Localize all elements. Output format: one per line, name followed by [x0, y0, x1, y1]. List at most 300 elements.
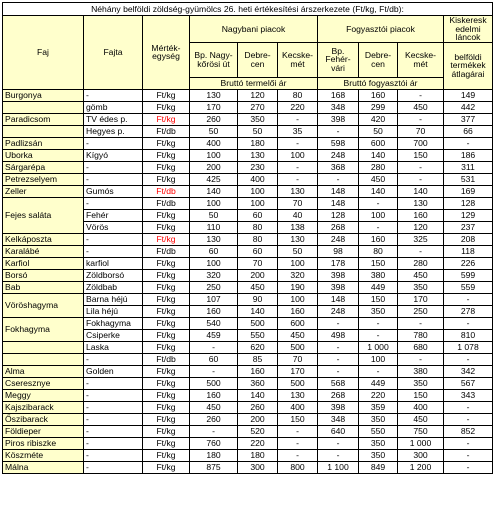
cell-bp-nagykorosi: 130	[190, 89, 238, 101]
cell-unit: Ft/db	[143, 185, 190, 197]
cell-debrecen-fogyasztoi: 80	[359, 245, 398, 257]
cell-kisker-atlag: 226	[444, 257, 493, 269]
cell-unit: Ft/kg	[143, 149, 190, 161]
header-debrecen2-line1: Debre-	[364, 50, 392, 61]
cell-debrecen-nagybani: 550	[238, 329, 278, 341]
cell-kecskemet-nagybani: 400	[278, 401, 318, 413]
cell-kecskemet-fogyasztoi: -	[398, 161, 444, 173]
cell-debrecen-nagybani: 350	[238, 113, 278, 125]
header-fajta: Fajta	[84, 16, 143, 90]
cell-fajta: Laska	[84, 341, 143, 353]
cell-kecskemet-nagybani: -	[278, 425, 318, 437]
cell-bp-nagykorosi: 170	[190, 101, 238, 113]
cell-kecskemet-fogyasztoi: 160	[398, 209, 444, 221]
cell-kecskemet-nagybani: -	[278, 161, 318, 173]
header-mertek-line2: egység	[152, 51, 180, 62]
cell-bp-nagykorosi: 260	[190, 113, 238, 125]
cell-debrecen-nagybani: 360	[238, 377, 278, 389]
cell-kecskemet-fogyasztoi: 250	[398, 305, 444, 317]
cell-bp-nagykorosi: -	[190, 341, 238, 353]
cell-debrecen-nagybani: 500	[238, 317, 278, 329]
cell-bp-nagykorosi: 50	[190, 125, 238, 137]
header-debrecen-line1: Debre-	[244, 50, 271, 61]
cell-bp-nagykorosi: 50	[190, 209, 238, 221]
cell-fajta: Zöldbab	[84, 281, 143, 293]
cell-kecskemet-fogyasztoi: -	[398, 353, 444, 365]
cell-bp-fehervari: 568	[318, 377, 359, 389]
cell-unit: Ft/kg	[143, 401, 190, 413]
cell-kecskemet-nagybani: 170	[278, 365, 318, 377]
table-row	[3, 173, 493, 185]
cell-debrecen-fogyasztoi: -	[359, 329, 398, 341]
cell-kisker-atlag: 129	[444, 209, 493, 221]
cell-debrecen-nagybani: 120	[238, 89, 278, 101]
cell-bp-fehervari: 168	[318, 89, 359, 101]
cell-bp-nagykorosi: 100	[190, 197, 238, 209]
header-kecskemet-fogyasztoi	[398, 42, 444, 77]
cell-kecskemet-fogyasztoi: 280	[398, 257, 444, 269]
cell-unit: Ft/kg	[143, 449, 190, 461]
cell-debrecen-fogyasztoi: 849	[359, 461, 398, 473]
cell-unit: Ft/kg	[143, 413, 190, 425]
header-kisker-line4: belföldi	[454, 51, 482, 62]
cell-kecskemet-nagybani: 138	[278, 221, 318, 233]
cell-debrecen-fogyasztoi: 100	[359, 209, 398, 221]
header-faj: Faj	[3, 16, 84, 90]
table-row	[3, 89, 493, 101]
cell-kecskemet-nagybani: -	[278, 137, 318, 149]
cell-unit: Ft/kg	[143, 389, 190, 401]
cell-kecskemet-fogyasztoi: 450	[398, 101, 444, 113]
cell-debrecen-fogyasztoi: 280	[359, 161, 398, 173]
cell-faj: Karalábé	[3, 245, 84, 257]
cell-kecskemet-nagybani: 50	[278, 245, 318, 257]
cell-debrecen-fogyasztoi: 449	[359, 377, 398, 389]
cell-debrecen-nagybani: 80	[238, 221, 278, 233]
cell-kecskemet-fogyasztoi: 350	[398, 281, 444, 293]
cell-faj: Köszméte	[3, 449, 84, 461]
cell-bp-fehervari: 268	[318, 389, 359, 401]
header-mertek-line1: Mérték-	[151, 42, 181, 53]
cell-kisker-atlag: 66	[444, 125, 493, 137]
table-row	[3, 317, 493, 329]
table-row	[3, 113, 493, 125]
table-title: Néhány belföldi zöldség-gyümölcs 26. heti értékesítési árszerkezete (Ft/kg, Ft/db):	[3, 3, 493, 16]
group-fejes-salata: Fejes saláta	[3, 197, 84, 233]
cell-kisker-atlag: 377	[444, 113, 493, 125]
cell-debrecen-nagybani: 400	[238, 173, 278, 185]
table-row	[3, 365, 493, 377]
cell-unit: Ft/kg	[143, 329, 190, 341]
cell-kecskemet-nagybani: 190	[278, 281, 318, 293]
table-row	[3, 449, 493, 461]
cell-debrecen-fogyasztoi: 350	[359, 413, 398, 425]
cell-bp-fehervari: 1 100	[318, 461, 359, 473]
cell-fajta: -	[84, 197, 143, 209]
cell-debrecen-fogyasztoi: 450	[359, 173, 398, 185]
cell-kisker-atlag: 278	[444, 305, 493, 317]
header-bp-fehervari	[318, 42, 359, 77]
cell-debrecen-nagybani: 100	[238, 185, 278, 197]
cell-unit: Ft/db	[143, 353, 190, 365]
cell-fajta: Gumós	[84, 185, 143, 197]
cell-unit: Ft/kg	[143, 461, 190, 473]
cell-debrecen-nagybani: 140	[238, 305, 278, 317]
cell-faj: Cseresznye	[3, 377, 84, 389]
cell-faj	[3, 341, 84, 353]
cell-unit: Ft/kg	[143, 293, 190, 305]
cell-fajta: TV édes p.	[84, 113, 143, 125]
header-debrecen2-line2: cen	[371, 58, 385, 69]
cell-debrecen-nagybani: 60	[238, 209, 278, 221]
cell-kecskemet-fogyasztoi: -	[398, 113, 444, 125]
cell-debrecen-nagybani: 260	[238, 401, 278, 413]
cell-debrecen-fogyasztoi: 350	[359, 449, 398, 461]
header-nagybani-piacok: Nagybani piacok	[190, 16, 318, 43]
cell-kisker-atlag: 342	[444, 365, 493, 377]
cell-bp-nagykorosi: 250	[190, 281, 238, 293]
cell-kisker-atlag: 169	[444, 185, 493, 197]
cell-bp-nagykorosi: 107	[190, 293, 238, 305]
cell-fajta: Vörös	[84, 221, 143, 233]
cell-debrecen-nagybani: 620	[238, 341, 278, 353]
cell-kisker-atlag: -	[444, 137, 493, 149]
cell-faj: Uborka	[3, 149, 84, 161]
cell-bp-nagykorosi: -	[190, 425, 238, 437]
cell-debrecen-fogyasztoi: -	[359, 221, 398, 233]
header-debrecen-line2: cen	[250, 58, 265, 69]
cell-bp-nagykorosi: 160	[190, 305, 238, 317]
cell-faj: Meggy	[3, 389, 84, 401]
table-row	[3, 389, 493, 401]
cell-fajta: Barna héjú	[84, 293, 143, 305]
cell-debrecen-fogyasztoi: 380	[359, 269, 398, 281]
cell-debrecen-nagybani: 450	[238, 281, 278, 293]
cell-bp-nagykorosi: 140	[190, 185, 238, 197]
cell-unit: Ft/db	[143, 197, 190, 209]
cell-kecskemet-nagybani: 100	[278, 257, 318, 269]
cell-fajta: Lila héjú	[84, 305, 143, 317]
cell-kecskemet-fogyasztoi: 170	[398, 293, 444, 305]
header-bp-nagykorosi	[190, 42, 238, 77]
cell-kecskemet-nagybani: 100	[278, 293, 318, 305]
cell-fajta: -	[84, 389, 143, 401]
cell-debrecen-fogyasztoi: 420	[359, 113, 398, 125]
header-kecskemet-nagybani	[278, 42, 318, 77]
cell-unit: Ft/kg	[143, 269, 190, 281]
cell-kecskemet-fogyasztoi: 680	[398, 341, 444, 353]
header-brutto-fogyasztoi: Bruttó fogyasztói ár	[318, 77, 444, 89]
cell-kecskemet-nagybani: 70	[278, 197, 318, 209]
table-row	[3, 461, 493, 473]
cell-unit: Ft/kg	[143, 161, 190, 173]
cell-fajta: -	[84, 245, 143, 257]
table-row	[3, 125, 493, 137]
cell-kisker-atlag: 149	[444, 89, 493, 101]
cell-kecskemet-fogyasztoi: 150	[398, 149, 444, 161]
cell-fajta: Hegyes p.	[84, 125, 143, 137]
cell-fajta: Kígyó	[84, 149, 143, 161]
cell-fajta: gömb	[84, 101, 143, 113]
cell-debrecen-fogyasztoi: 150	[359, 257, 398, 269]
cell-bp-fehervari: 248	[318, 233, 359, 245]
header-kecskemet2-line1: Kecske-	[404, 50, 437, 61]
cell-unit: Ft/kg	[143, 437, 190, 449]
header-kecskemet-line2: mét	[290, 58, 305, 69]
cell-bp-fehervari: 148	[318, 197, 359, 209]
cell-kecskemet-nagybani: -	[278, 437, 318, 449]
table-row	[3, 185, 493, 197]
cell-kisker-atlag: -	[444, 293, 493, 305]
header-kisker-top	[444, 16, 493, 43]
cell-kecskemet-fogyasztoi: -	[398, 317, 444, 329]
cell-kecskemet-fogyasztoi: -	[398, 245, 444, 257]
header-debrecen-nagybani	[238, 42, 278, 77]
cell-debrecen-fogyasztoi: 50	[359, 125, 398, 137]
cell-bp-fehervari: 498	[318, 329, 359, 341]
cell-unit: Ft/kg	[143, 365, 190, 377]
cell-debrecen-nagybani: 90	[238, 293, 278, 305]
cell-kisker-atlag: -	[444, 461, 493, 473]
cell-kisker-atlag: 567	[444, 377, 493, 389]
cell-bp-fehervari: -	[318, 449, 359, 461]
cell-bp-nagykorosi: 400	[190, 137, 238, 149]
cell-debrecen-nagybani: 100	[238, 197, 278, 209]
cell-bp-fehervari: 148	[318, 293, 359, 305]
cell-kecskemet-fogyasztoi: 450	[398, 269, 444, 281]
cell-debrecen-fogyasztoi: 350	[359, 437, 398, 449]
cell-faj: Karfiol	[3, 257, 84, 269]
cell-faj: Málna	[3, 461, 84, 473]
cell-kecskemet-fogyasztoi: 350	[398, 377, 444, 389]
header-kisker-bottom	[444, 42, 493, 89]
cell-kecskemet-fogyasztoi: 700	[398, 137, 444, 149]
cell-faj: Zeller	[3, 185, 84, 197]
table-row	[3, 257, 493, 269]
cell-kisker-atlag: -	[444, 449, 493, 461]
cell-debrecen-fogyasztoi: 350	[359, 305, 398, 317]
cell-debrecen-fogyasztoi: -	[359, 365, 398, 377]
table-row	[3, 437, 493, 449]
cell-debrecen-fogyasztoi: 160	[359, 89, 398, 101]
cell-bp-nagykorosi: 450	[190, 401, 238, 413]
cell-kisker-atlag: 311	[444, 161, 493, 173]
cell-kisker-atlag: -	[444, 353, 493, 365]
cell-bp-nagykorosi: 160	[190, 389, 238, 401]
header-kecskemet-line1: Kecske-	[281, 50, 314, 61]
cell-kecskemet-fogyasztoi: 325	[398, 233, 444, 245]
cell-bp-nagykorosi: 100	[190, 257, 238, 269]
cell-kecskemet-fogyasztoi: 1 200	[398, 461, 444, 473]
cell-debrecen-nagybani: 70	[238, 257, 278, 269]
cell-bp-nagykorosi: 100	[190, 149, 238, 161]
table-row	[3, 341, 493, 353]
cell-faj: Bab	[3, 281, 84, 293]
cell-bp-fehervari: -	[318, 365, 359, 377]
cell-bp-fehervari: 348	[318, 101, 359, 113]
cell-fajta: -	[84, 425, 143, 437]
cell-debrecen-nagybani: 270	[238, 101, 278, 113]
cell-kecskemet-nagybani: 130	[278, 233, 318, 245]
table-row	[3, 233, 493, 245]
cell-unit: Ft/db	[143, 125, 190, 137]
cell-bp-fehervari: 398	[318, 269, 359, 281]
cell-bp-fehervari: 398	[318, 401, 359, 413]
cell-bp-fehervari: -	[318, 125, 359, 137]
cell-kecskemet-fogyasztoi: 70	[398, 125, 444, 137]
cell-kecskemet-fogyasztoi: -	[398, 89, 444, 101]
cell-kecskemet-nagybani: 150	[278, 413, 318, 425]
cell-debrecen-fogyasztoi: 550	[359, 425, 398, 437]
cell-bp-fehervari: -	[318, 317, 359, 329]
cell-kisker-atlag: -	[444, 437, 493, 449]
cell-bp-fehervari: 398	[318, 281, 359, 293]
cell-unit: Ft/kg	[143, 305, 190, 317]
header-kisker-line1: Kiskeresk	[449, 15, 487, 25]
cell-debrecen-fogyasztoi: 299	[359, 101, 398, 113]
cell-fajta: -	[84, 173, 143, 185]
cell-debrecen-fogyasztoi: 140	[359, 149, 398, 161]
price-table-wrapper	[2, 2, 493, 474]
cell-bp-nagykorosi: 60	[190, 353, 238, 365]
cell-kecskemet-nagybani: 320	[278, 269, 318, 281]
cell-kisker-atlag: -	[444, 401, 493, 413]
cell-faj: Padlizsán	[3, 137, 84, 149]
cell-kecskemet-nagybani: 100	[278, 149, 318, 161]
cell-debrecen-nagybani: 220	[238, 437, 278, 449]
cell-unit: Ft/kg	[143, 281, 190, 293]
cell-fajta: -	[84, 233, 143, 245]
cell-debrecen-nagybani: 520	[238, 425, 278, 437]
cell-bp-fehervari: 640	[318, 425, 359, 437]
cell-bp-fehervari: 248	[318, 149, 359, 161]
cell-kecskemet-nagybani: 80	[278, 89, 318, 101]
cell-bp-fehervari: 98	[318, 245, 359, 257]
cell-debrecen-fogyasztoi: 140	[359, 185, 398, 197]
cell-debrecen-nagybani: 130	[238, 149, 278, 161]
table-row	[3, 197, 493, 209]
cell-unit: Ft/kg	[143, 341, 190, 353]
cell-bp-nagykorosi: 540	[190, 317, 238, 329]
cell-kisker-atlag: 442	[444, 101, 493, 113]
cell-faj: Burgonya	[3, 89, 84, 101]
cell-faj: Alma	[3, 365, 84, 377]
cell-bp-nagykorosi: 875	[190, 461, 238, 473]
cell-kecskemet-fogyasztoi: 750	[398, 425, 444, 437]
cell-debrecen-nagybani: 230	[238, 161, 278, 173]
cell-fajta: karfiol	[84, 257, 143, 269]
cell-bp-fehervari: -	[318, 341, 359, 353]
cell-kisker-atlag: 559	[444, 281, 493, 293]
cell-debrecen-fogyasztoi: -	[359, 317, 398, 329]
cell-debrecen-nagybani: 180	[238, 137, 278, 149]
table-row	[3, 101, 493, 113]
table-row	[3, 137, 493, 149]
cell-kecskemet-fogyasztoi: 140	[398, 185, 444, 197]
cell-kecskemet-fogyasztoi: 780	[398, 329, 444, 341]
cell-kecskemet-fogyasztoi: 380	[398, 365, 444, 377]
header-mertekegyseg	[143, 16, 190, 90]
header-bp-feher-line3: vári	[331, 63, 345, 74]
header-fogyasztoi-piacok: Fogyasztói piacok	[318, 16, 444, 43]
cell-kisker-atlag: 599	[444, 269, 493, 281]
table-row	[3, 281, 493, 293]
cell-bp-fehervari: -	[318, 437, 359, 449]
cell-unit: Ft/kg	[143, 377, 190, 389]
cell-fajta: -	[84, 449, 143, 461]
cell-bp-nagykorosi: 110	[190, 221, 238, 233]
cell-kecskemet-fogyasztoi: 130	[398, 197, 444, 209]
cell-unit: Ft/kg	[143, 425, 190, 437]
cell-kecskemet-nagybani: 130	[278, 389, 318, 401]
cell-faj: Kelkáposzta	[3, 233, 84, 245]
table-row	[3, 425, 493, 437]
cell-fajta: Zöldborsó	[84, 269, 143, 281]
cell-faj	[3, 125, 84, 137]
table-row	[3, 269, 493, 281]
header-bp-feher-line2: Fehér-	[325, 54, 351, 65]
cell-kecskemet-nagybani: 220	[278, 101, 318, 113]
cell-unit: Ft/kg	[143, 233, 190, 245]
cell-bp-fehervari: 148	[318, 185, 359, 197]
cell-kecskemet-fogyasztoi: 120	[398, 221, 444, 233]
cell-debrecen-nagybani: 160	[238, 365, 278, 377]
cell-kisker-atlag: -	[444, 413, 493, 425]
cell-debrecen-nagybani: 85	[238, 353, 278, 365]
table-row	[3, 293, 493, 305]
cell-fajta: -	[84, 413, 143, 425]
cell-unit: Ft/db	[143, 245, 190, 257]
cell-bp-fehervari: 128	[318, 209, 359, 221]
cell-fajta: -	[84, 161, 143, 173]
cell-bp-fehervari: 368	[318, 161, 359, 173]
cell-fajta: -	[84, 353, 143, 365]
table-row	[3, 149, 493, 161]
cell-debrecen-nagybani: 80	[238, 233, 278, 245]
cell-kecskemet-nagybani: 70	[278, 353, 318, 365]
cell-bp-nagykorosi: 60	[190, 245, 238, 257]
table-row	[3, 353, 493, 365]
cell-kisker-atlag: 186	[444, 149, 493, 161]
cell-fajta: -	[84, 461, 143, 473]
table-row	[3, 245, 493, 257]
cell-debrecen-fogyasztoi: 1 000	[359, 341, 398, 353]
cell-kecskemet-nagybani: -	[278, 449, 318, 461]
cell-bp-nagykorosi: 320	[190, 269, 238, 281]
cell-bp-nagykorosi: 260	[190, 413, 238, 425]
cell-faj: Kajszibarack	[3, 401, 84, 413]
cell-bp-nagykorosi: 180	[190, 449, 238, 461]
cell-unit: Ft/kg	[143, 173, 190, 185]
cell-debrecen-fogyasztoi: 220	[359, 389, 398, 401]
cell-debrecen-nagybani: 200	[238, 413, 278, 425]
cell-kecskemet-fogyasztoi: 300	[398, 449, 444, 461]
cell-debrecen-nagybani: 300	[238, 461, 278, 473]
cell-faj: Sárgarépa	[3, 161, 84, 173]
cell-kisker-atlag: 128	[444, 197, 493, 209]
cell-faj: Földieper	[3, 425, 84, 437]
cell-debrecen-nagybani: 180	[238, 449, 278, 461]
cell-kecskemet-nagybani: 800	[278, 461, 318, 473]
cell-bp-fehervari: 268	[318, 221, 359, 233]
cell-kecskemet-fogyasztoi: 400	[398, 401, 444, 413]
cell-bp-nagykorosi: 500	[190, 377, 238, 389]
cell-faj	[3, 353, 84, 365]
cell-kecskemet-nagybani: 500	[278, 377, 318, 389]
cell-bp-fehervari: -	[318, 353, 359, 365]
cell-bp-fehervari: 348	[318, 413, 359, 425]
cell-debrecen-fogyasztoi: 160	[359, 233, 398, 245]
